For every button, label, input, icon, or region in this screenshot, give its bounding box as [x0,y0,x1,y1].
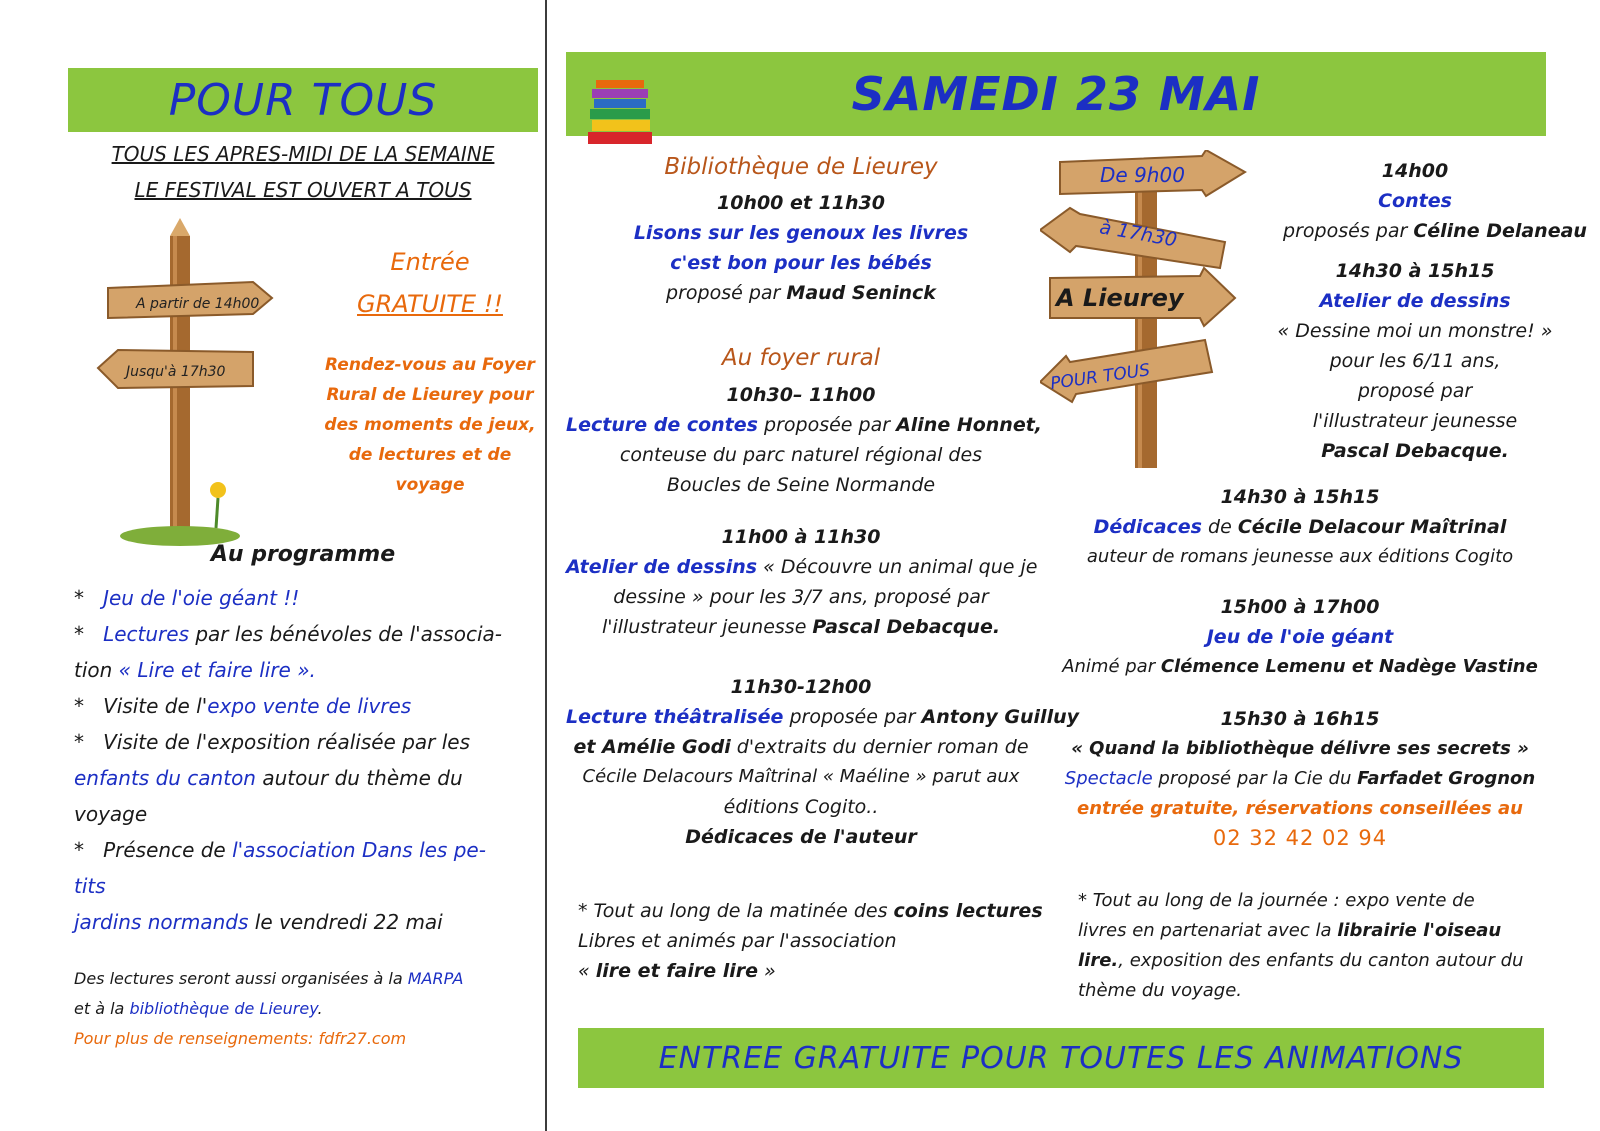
dedicaces-time: 14h30 à 15h15 [1220,486,1380,508]
bib-time: 10h00 et 11h30 [716,192,885,214]
programme-item: * Lectures par les bénévoles de l'associa- [74,622,502,646]
programme-item: * Visite de l'expo vente de livres [74,694,412,718]
left-subtitle-2: LE FESTIVAL EST OUVERT A TOUS [134,178,472,202]
spectacle-line-3: entrée gratuite, réservations conseillées au [1077,798,1523,819]
bib-line-1: Lisons sur les genoux les livres [633,222,969,244]
programme-title: Au programme [210,542,396,567]
programme-item-cont: voyage [74,802,148,826]
jeu-line-1: Animé par Clémence Lemenu et Nadège Vastine [1062,656,1538,677]
left-title-band [68,68,538,132]
right-footer-text: ENTREE GRATUITE POUR TOUTES LES ANIMATIONS [658,1040,1464,1076]
atelier2-line-2: pour les 6/11 ans, [1329,350,1501,372]
atelier2-line-4: l'illustrateur jeunesse [1312,410,1518,432]
left-footer [74,964,544,1054]
post-tip [170,218,190,236]
sign1-text: A partir de 14h00 [136,296,260,312]
flower-icon [210,482,226,498]
rdv-line: Rural de Lieurey pour [326,385,534,405]
left-title: POUR TOUS [168,74,438,126]
jeu-link: Jeu de l'oie géant [1206,626,1394,648]
right-footer-band [578,1028,1544,1088]
atelier2-link: Atelier de dessins [1319,290,1511,312]
contes-link: Contes [1378,190,1452,212]
left-footer-line: Des lectures seront aussi organisées à la MARPA [74,969,464,988]
foyer-line-1: Lecture de contes proposée par Aline Honnet, [566,414,1043,436]
lecture-line-5: Dédicaces de l'auteur [685,826,917,848]
rdv-line: de lectures et de [348,445,512,465]
entree-label: Entrée [390,248,470,276]
programme-item: * Jeu de l'oie géant !! [74,586,300,610]
left-footer-line: Pour plus de renseignements: fdfr27.com [74,1029,407,1048]
foyer-title: Au foyer rural [721,345,881,371]
dedicaces-line-2: auteur de romans jeunesse aux éditions Cogito [1086,546,1514,567]
jeu-time: 15h00 à 17h00 [1220,596,1380,618]
day-note-line: lire., exposition des enfants du canton autour du [1078,950,1524,971]
right-title: SAMEDI 23 MAI [851,67,1261,121]
day-note-line: * Tout au long de la journée : expo vente de [1078,890,1475,911]
foyer-time: 10h30– 11h00 [726,384,876,406]
atelier-line-3: l'illustrateur jeunesse Pascal Debacque. [601,616,1001,638]
bib-title: Bibliothèque de Lieurey [664,154,938,180]
rdv-line: Rendez-vous au Foyer [325,355,535,375]
lecture-line-3: Cécile Delacours Maîtrinal « Maéline » parut aux [582,766,1020,787]
lecture-time: 11h30-12h00 [730,676,872,698]
programme-item-cont: tits [74,874,106,898]
programme-item: * Visite de l'exposition réalisée par les [74,730,471,754]
signpost-illustration-right [1040,150,1250,470]
morning-note-line: « lire et faire lire » [578,960,776,982]
signpost-illustration-left [78,218,278,548]
bib-line-3: proposé par Maud Seninck [666,282,936,304]
sign-b-text: à 17h30 [1097,216,1179,252]
rendezvous-block [320,350,540,500]
lecture-line-1: Lecture théâtralisée proposée par Antony Guilluy [566,706,1079,728]
foyer-line-3: Boucles de Seine Normande [666,474,936,496]
rdv-line: des moments de jeux, [324,415,536,435]
atelier2-line-3: proposé par [1357,380,1473,402]
morning-note-line: Libres et animés par l'association [578,930,897,952]
day-note-line: livres en partenariat avec la librairie l'oiseau [1078,920,1502,941]
programme-item-cont: tion « Lire et faire lire ». [74,658,316,682]
day-note-line: thème du voyage. [1078,980,1242,1001]
sign2-text: Jusqu'à 17h30 [126,364,226,380]
sign-a-text: De 9h00 [1100,163,1185,187]
contes-time: 14h00 [1381,160,1449,182]
atelier-line-1: Atelier de dessins « Découvre un animal que je [566,556,1038,578]
dedicaces-line-1: Dédicaces de Cécile Delacour Maîtrinal [1093,516,1507,538]
atelier2-time: 14h30 à 15h15 [1335,260,1495,282]
lecture-line-4: éditions Cogito.. [723,796,879,818]
atelier2-line-5: Pascal Debacque. [1321,440,1509,462]
books-icon [580,74,660,154]
programme-list [74,580,534,940]
left-subtitle-1: TOUS LES APRES-MIDI DE LA SEMAINE [111,142,495,166]
atelier2-line-1: « Dessine moi un monstre! » [1277,320,1553,342]
atelier-line-2: dessine » pour les 3/7 ans, proposé par [613,586,989,608]
gratuite-label: GRATUITE !! [357,290,503,318]
foyer-line-2: conteuse du parc naturel régional des [619,444,983,466]
bib-line-2: c'est bon pour les bébés [670,252,932,274]
page-divider [545,0,547,1131]
atelier-time: 11h00 à 11h30 [721,526,881,548]
spectacle-line-2: Spectacle proposé par la Cie du Farfadet Grognon [1064,768,1536,789]
programme-item-cont: enfants du canton autour du thème du [74,766,463,790]
spectacle-line-1: « Quand la bibliothèque délivre ses secrets » [1071,738,1529,759]
spectacle-phone: 02 32 42 02 94 [1212,826,1388,850]
lecture-line-2: et Amélie Godi d'extraits du dernier roman de [573,736,1029,758]
morning-note [578,896,1048,986]
day-note [1078,886,1558,1006]
spectacle-time: 15h30 à 16h15 [1220,708,1380,730]
programme-item: * Présence de l'association Dans les pe- [74,838,486,862]
left-footer-line: et à la bibliothèque de Lieurey. [74,999,323,1018]
right-title-band [566,52,1546,136]
sign-d-text: POUR TOUS [1049,360,1152,395]
contes-line-1: proposés par Céline Delaneau [1283,220,1587,242]
programme-item-cont: jardins normands le vendredi 22 mai [74,910,443,934]
sign-c-text: A Lieurey [1056,284,1184,312]
rdv-line: voyage [395,475,465,495]
morning-note-line: * Tout au long de la matinée des coins lectures [578,900,1043,922]
